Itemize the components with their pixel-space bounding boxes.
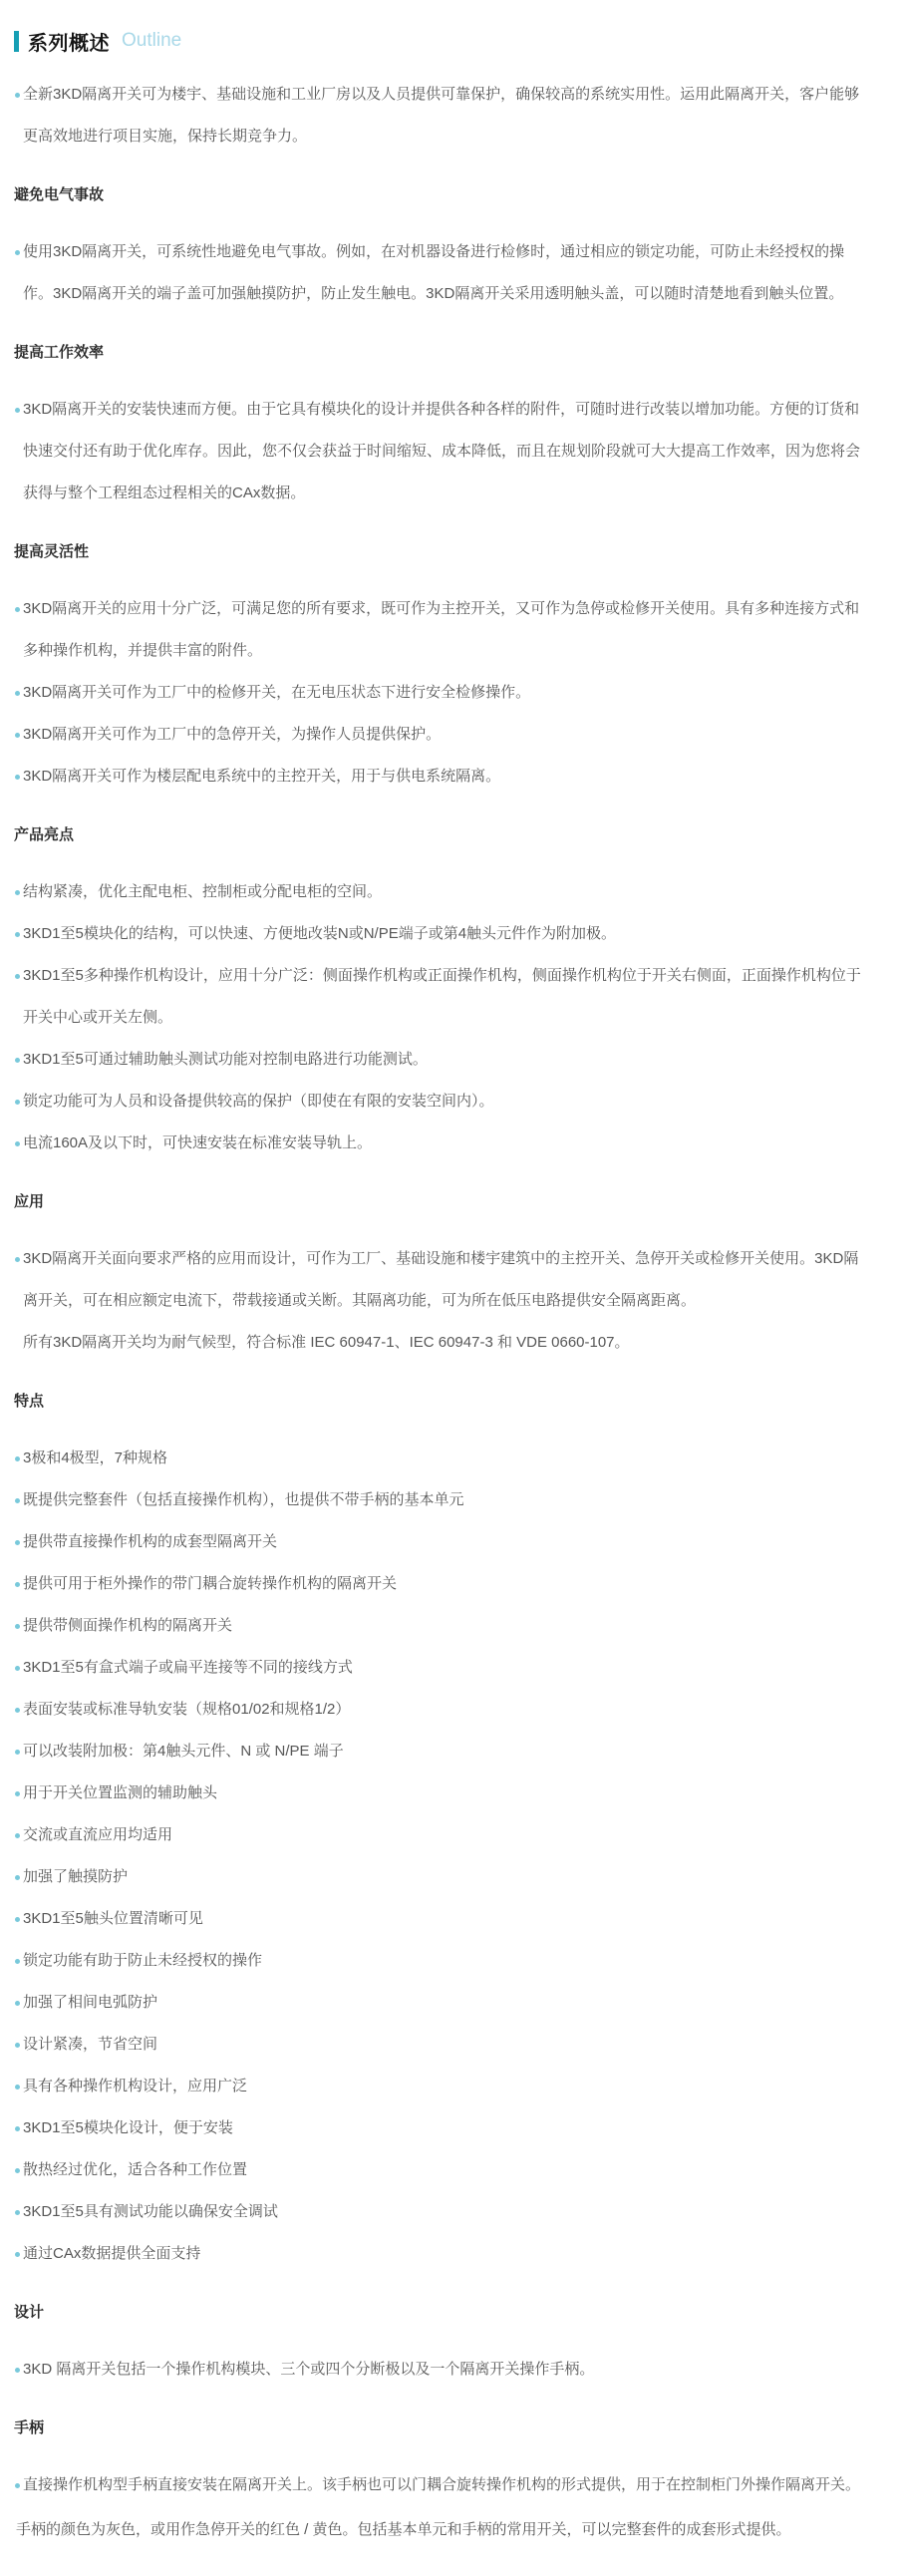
bullet-item [14,913,869,955]
bullet-item [14,74,869,158]
bullet-text: 3KD1至5模块化设计，便于安装 [23,2119,233,2136]
section [14,1181,869,1364]
bullet-text: 3KD1至5可通过辅助触头测试功能对控制电路进行功能测试。 [23,1051,428,1068]
bullet-item [14,1123,869,1164]
page-subtitle: Outline [122,30,182,51]
section-heading: 避免电气事故 [14,186,105,203]
bullet-text: 具有各种操作机构设计，应用广泛 [23,2078,248,2094]
bullet-item [14,672,869,714]
bullet-item [14,1081,869,1123]
bullet-item [14,1898,869,1940]
section [14,174,869,315]
bullet-list [14,231,869,315]
bullet-text: 锁定功能有助于防止未经授权的操作 [23,1952,263,1969]
section [14,332,869,514]
bullet-item [14,871,869,913]
bullet-text: 3KD隔离开关的安装快速而方便。由于它具有模块化的设计并提供各种各样的附件，可随时进行改装以增加功能。方便的订货和快速交付还有助于优化库存。因此，您不仅会获益于时间缩短、成本降低，而且在规划阶段就可大大提高工作效率，因为您将会获得与整个工程组态过程相关的CAx数据。 [23,401,861,501]
bullet-item [14,2191,869,2233]
section [14,74,869,158]
bullet-list [14,871,869,1164]
accent-bar-icon [14,31,19,52]
bullet-item [14,231,869,315]
bullet-text: 交流或直流应用均适用 [23,1826,173,1843]
bullet-text: 提供可用于柜外操作的带门耦合旋转操作机构的隔离开关 [23,1575,398,1592]
bullet-item [14,1814,869,1856]
bullet-item [14,1647,869,1689]
section-heading: 手柄 [14,2419,45,2436]
bullet-text: 用于开关位置监测的辅助触头 [23,1784,218,1801]
bullet-item [14,1605,869,1647]
bullet-item [14,1438,869,1479]
bullet-list [14,1438,869,2275]
section-heading: 提高工作效率 [14,344,105,361]
bullet-text: 提供带直接操作机构的成套型隔离开关 [23,1533,278,1550]
section-heading: 特点 [14,1393,45,1410]
bullet-item [14,2464,869,2506]
bullet-list [14,2464,869,2506]
bullet-item [14,1521,869,1563]
section-heading: 提高灵活性 [14,543,90,560]
bullet-text: 加强了相间电弧防护 [23,1994,158,2011]
bullet-item [14,1238,869,1364]
bullet-item [14,2107,869,2149]
bullet-list [14,389,869,514]
bullet-text: 散热经过优化，适合各种工作位置 [23,2161,248,2178]
section [14,531,869,798]
bullet-item [14,2024,869,2066]
bullet-text: 电流160A及以下时，可快速安装在标准安装导轨上。 [23,1134,373,1151]
bullet-text: 直接操作机构型手柄直接安装在隔离开关上。该手柄也可以门耦合旋转操作机构的形式提供，用于在控制柜门外操作隔离开关。 [23,2476,861,2493]
section-heading: 设计 [14,2304,45,2321]
bullet-text: 3极和4极型，7种规格 [23,1449,168,1466]
bullet-text: 3KD隔离开关可作为工厂中的检修开关，在无电压状态下进行安全检修操作。 [23,684,531,701]
bullet-text: 设计紧凑，节省空间 [23,2036,158,2053]
bullet-text: 既提供完整套件（包括直接操作机构），也提供不带手柄的基本单元 [23,1491,464,1508]
bullet-item [14,1689,869,1731]
bullet-text: 3KD隔离开关的应用十分广泛，可满足您的所有要求，既可作为主控开关，又可作为急停或检修开关使用。具有多种连接方式和多种操作机构，并提供丰富的附件。 [23,600,860,659]
bullet-text: 3KD1至5模块化的结构，可以快速、方便地改装N或N/PE端子或第4触头元件作为附加极。 [23,925,617,942]
bullet-item [14,756,869,798]
bullet-text: 3KD1至5多种操作机构设计，应用十分广泛：侧面操作机构或正面操作机构，侧面操作机构位于开关右侧面，正面操作机构位于开关中心或开关左侧。 [23,967,861,1026]
bullet-item [14,955,869,1039]
bullet-item [14,2066,869,2107]
bullet-list [14,2349,869,2391]
bullet-item [14,1772,869,1814]
bullet-text: 锁定功能可为人员和设备提供较高的保护（即使在有限的安装空间内）。 [23,1093,494,1110]
bullet-text: 提供带侧面操作机构的隔离开关 [23,1617,233,1634]
bullet-text: 加强了触摸防护 [23,1868,129,1885]
bullet-item [14,714,869,756]
bullet-text: 3KD1至5触头位置清晰可见 [23,1910,203,1927]
section [14,2408,869,2551]
bullet-text: 全新3KD隔离开关可为楼宇、基础设施和工业厂房以及人员提供可靠保护，确保较高的系统实用性。运用此隔离开关，客户能够更高效地进行项目实施，保持长期竞争力。 [23,86,860,145]
bullet-text: 通过CAx数据提供全面支持 [23,2245,201,2262]
bullet-text: 表面安装或标准导轨安装（规格01/02和规格1/2） [23,1701,351,1718]
section [14,814,869,1164]
bullet-text-continued: 所有3KD隔离开关均为耐气候型，符合标准 IEC 60947-1、IEC 60947-3 和 VDE 0660-107。 [23,1334,630,1351]
bullet-text: 3KD隔离开关面向要求严格的应用而设计，可作为工厂、基础设施和楼宇建筑中的主控开关、急停开关或检修开关使用。3KD隔离开关，可在相应额定电流下，带载接通或关断。其隔离功能，可为所在低压电路提供安全隔离距离。 [23,1250,859,1309]
bullet-item [14,2233,869,2275]
bullet-item [14,1479,869,1521]
bullet-text: 可以改装附加极：第4触头元件、N 或 N/PE 端子 [23,1743,344,1760]
bullet-item [14,1731,869,1772]
bullet-list [14,588,869,798]
bullet-item [14,2149,869,2191]
bullet-text: 3KD1至5有盒式端子或扁平连接等不同的接线方式 [23,1659,353,1676]
section [14,1381,869,2275]
bullet-item [14,1563,869,1605]
bullet-item [14,389,869,514]
bullet-item [14,2349,869,2391]
page-header [14,26,869,56]
bullet-text: 3KD隔离开关可作为楼层配电系统中的主控开关，用于与供电系统隔离。 [23,768,501,785]
bullet-list [14,1238,869,1364]
section-heading: 产品亮点 [14,826,75,843]
bullet-text: 使用3KD隔离开关，可系统性地避免电气事故。例如，在对机器设备进行检修时，通过相应的锁定功能，可防止未经授权的操作。3KD隔离开关的端子盖可加强触摸防护，防止发生触电。3KD隔离开关采用透明触头盖，可以随时清楚地看到触头位置。 [23,243,845,302]
content [14,74,869,2551]
bullet-item [14,588,869,672]
section-heading: 应用 [14,1193,45,1210]
section [14,2292,869,2391]
bullet-text: 结构紧凑，优化主配电柜、控制柜或分配电柜的空间。 [23,883,383,900]
section-footer: 手柄的颜色为灰色，或用作急停开关的红色 / 黄色。包括基本单元和手柄的常用开关，可以完整套件的成套形式提供。 [16,2521,791,2538]
bullet-text: 3KD1至5具有测试功能以确保安全调试 [23,2203,278,2220]
bullet-list [14,74,869,158]
bullet-item [14,1940,869,1982]
page-title: 系列概述 [28,32,110,55]
bullet-item [14,1039,869,1081]
bullet-item [14,1856,869,1898]
bullet-text: 3KD 隔离开关包括一个操作机构模块、三个或四个分断极以及一个隔离开关操作手柄。 [23,2361,595,2378]
bullet-text: 3KD隔离开关可作为工厂中的急停开关，为操作人员提供保护。 [23,726,442,743]
bullet-item [14,1982,869,2024]
